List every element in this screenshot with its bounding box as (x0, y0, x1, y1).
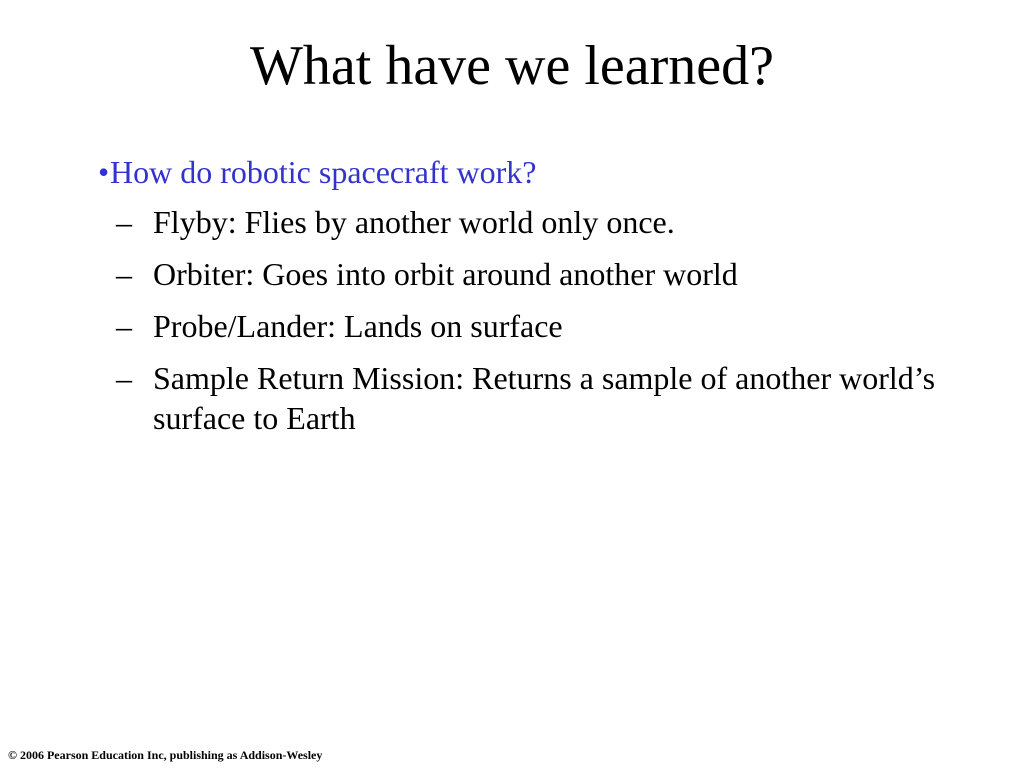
sub-bullet-item (116, 202, 996, 242)
copyright-footer: © 2006 Pearson Education Inc, publishing as Addison-Wesley (8, 748, 323, 762)
dash-marker: – (116, 204, 132, 240)
dash-marker: – (116, 256, 132, 292)
sub-bullet-text: Orbiter: Goes into orbit around another world (153, 256, 738, 292)
bullet-marker: • (98, 154, 110, 190)
main-bullet-text: How do robotic spacecraft work? (110, 154, 537, 190)
dash-marker: – (116, 360, 132, 396)
sub-bullet-list (116, 202, 996, 450)
slide-title: What have we learned? (250, 35, 774, 97)
sub-bullet-text: Sample Return Mission: Returns a sample of another world’s surface to Earth (153, 360, 936, 436)
sub-bullet-item (116, 358, 996, 438)
sub-bullet-text: Flyby: Flies by another world only once. (153, 204, 675, 240)
sub-bullet-item (116, 254, 996, 294)
sub-bullet-item (116, 306, 996, 346)
dash-marker: – (116, 308, 132, 344)
sub-bullet-text: Probe/Lander: Lands on surface (153, 308, 563, 344)
